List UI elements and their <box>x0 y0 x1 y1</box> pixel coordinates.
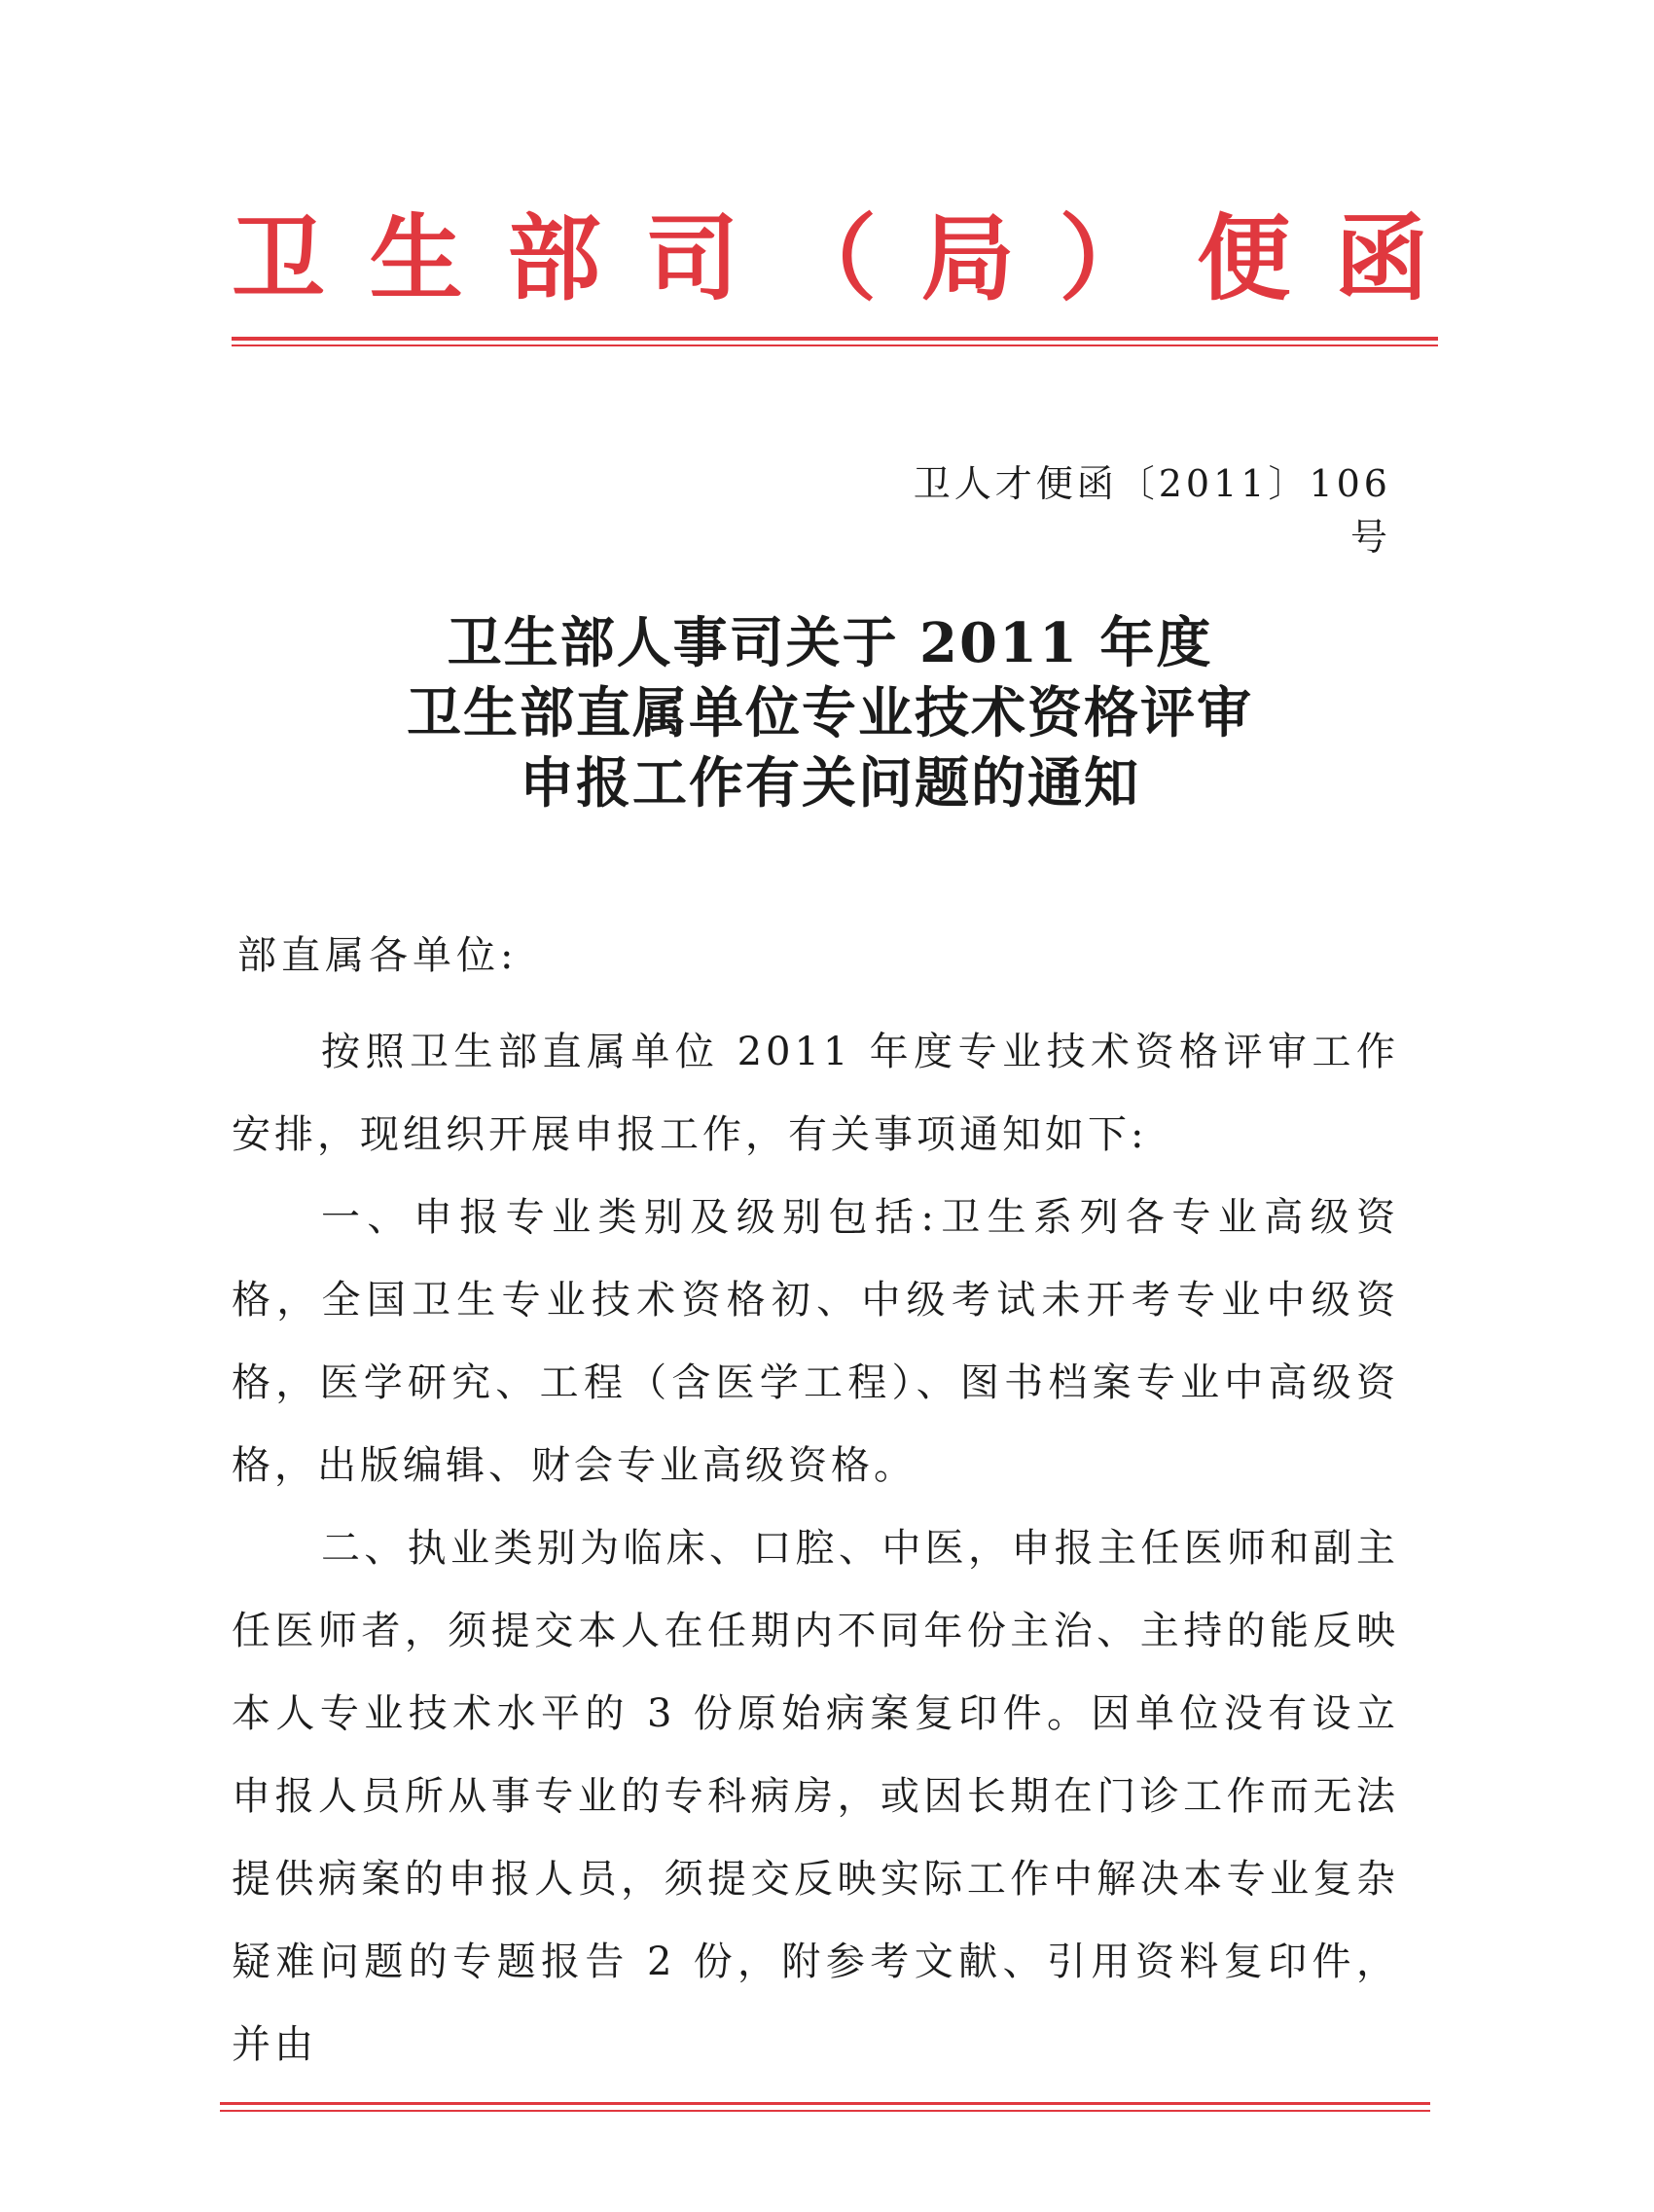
document-body <box>232 1011 1399 2086</box>
footer-rule-bottom <box>220 2110 1430 2112</box>
letterhead-rule-thick <box>232 337 1438 341</box>
body-paragraph: 一、申报专业类别及级别包括:卫生系列各专业高级资格，全国卫生专业技术资格初、中级考试未开考专业中级资格，医学研究、工程（含医学工程）、图书档案专业中高级资格，出版编辑、财会专业高级资格。 <box>232 1195 1399 1488</box>
title-line-1: 卫生部人事司关于 2011 年度 <box>447 611 1213 675</box>
body-paragraph: 按照卫生部直属单位 2011 年度专业技术资格评审工作安排，现组织开展申报工作，有关事项通知如下: <box>232 1030 1399 1157</box>
document-number: 卫人才便函〔2011〕106 号 <box>913 462 1391 559</box>
letterhead-title <box>232 203 1428 313</box>
letterhead-char: 部 <box>507 203 601 313</box>
letterhead-char: 生 <box>369 203 463 313</box>
document-title <box>232 608 1428 818</box>
letterhead-char: 卫 <box>232 203 325 313</box>
letterhead-char: 便 <box>1197 203 1291 313</box>
title-line-2: 卫生部直属单位专业技术资格评审 <box>407 681 1253 745</box>
letterhead-char: 司 <box>645 203 739 313</box>
footer-rule-top <box>220 2102 1430 2105</box>
letterhead-rule-thin <box>232 344 1438 346</box>
title-line-3: 申报工作有关问题的通知 <box>520 751 1140 816</box>
letterhead-char: （ <box>783 203 877 313</box>
letterhead-char: 函 <box>1335 203 1428 313</box>
letterhead-char: ） <box>1059 203 1153 313</box>
body-paragraph: 二、执业类别为临床、口腔、中医，申报主任医师和副主任医师者，须提交本人在任期内不同年份主治、主持的能反映本人专业技术水平的 3 份原始病案复印件。因单位没有设立申报人员所从事专业的专科病房，或因长期在门诊工作而无法提供病案的申报人员，须提交反映实际工作中解决本专业复杂疑难问题的专题报告 2 份，附参考文献、引用资料复印件，并由 <box>232 1526 1399 2067</box>
letterhead-char: 局 <box>920 203 1015 313</box>
salutation: 部直属各单位: <box>237 933 519 978</box>
